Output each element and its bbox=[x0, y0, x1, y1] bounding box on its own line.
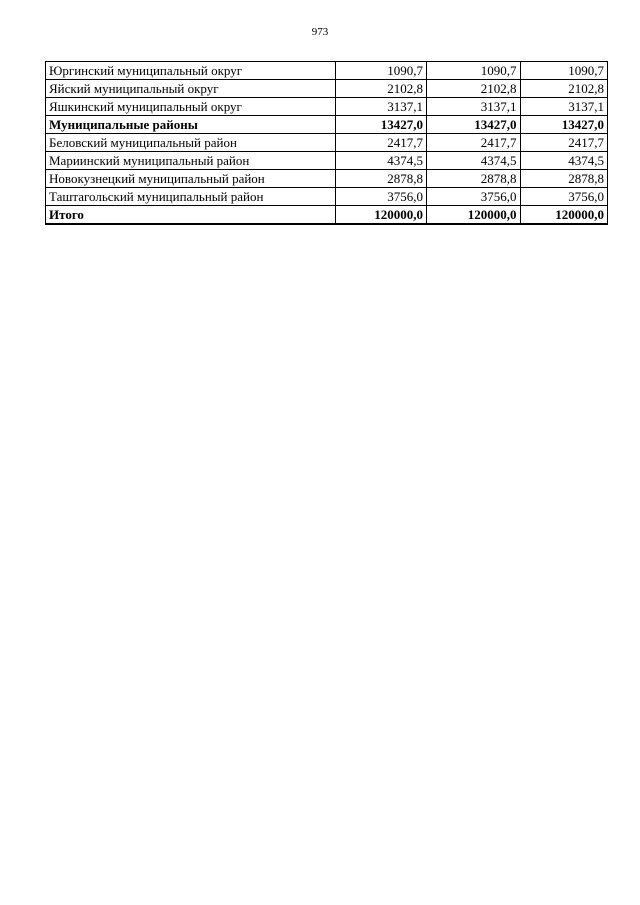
table-row bbox=[46, 152, 608, 170]
total-label-cell: Итого bbox=[46, 206, 336, 225]
budget-table bbox=[45, 61, 608, 225]
value-cell-1: 2417,7 bbox=[335, 134, 426, 152]
value-cell-3: 3137,1 bbox=[520, 98, 608, 116]
value-cell-2: 2417,7 bbox=[427, 134, 520, 152]
value-cell-3: 2102,8 bbox=[520, 80, 608, 98]
value-cell-1: 1090,7 bbox=[335, 62, 426, 80]
value-cell-3: 2878,8 bbox=[520, 170, 608, 188]
section-heading-cell: Муниципальные районы bbox=[46, 116, 336, 134]
row-name-cell: Мариинский муниципальный район bbox=[46, 152, 336, 170]
value-cell-3: 2417,7 bbox=[520, 134, 608, 152]
value-cell-1: 2102,8 bbox=[335, 80, 426, 98]
row-name-cell: Яшкинский муниципальный округ bbox=[46, 98, 336, 116]
value-cell-1: 4374,5 bbox=[335, 152, 426, 170]
value-cell-3: 1090,7 bbox=[520, 62, 608, 80]
subtotal-row bbox=[46, 116, 608, 134]
value-cell-2: 2878,8 bbox=[427, 170, 520, 188]
row-name-cell: Беловский муниципальный район bbox=[46, 134, 336, 152]
row-name-cell: Новокузнецкий муниципальный район bbox=[46, 170, 336, 188]
value-cell-3: 4374,5 bbox=[520, 152, 608, 170]
value-cell-2: 2102,8 bbox=[427, 80, 520, 98]
value-cell-3: 13427,0 bbox=[520, 116, 608, 134]
table-row bbox=[46, 170, 608, 188]
value-cell-1: 2878,8 bbox=[335, 170, 426, 188]
table-row bbox=[46, 80, 608, 98]
table-row bbox=[46, 188, 608, 206]
value-cell-3: 3756,0 bbox=[520, 188, 608, 206]
value-cell-1: 13427,0 bbox=[335, 116, 426, 134]
page-number: 973 bbox=[311, 26, 329, 38]
value-cell-2: 13427,0 bbox=[427, 116, 520, 134]
table-row bbox=[46, 98, 608, 116]
value-cell-2: 3756,0 bbox=[427, 188, 520, 206]
value-cell-2: 3137,1 bbox=[427, 98, 520, 116]
total-row bbox=[46, 206, 608, 225]
row-name-cell: Юргинский муниципальный округ bbox=[46, 62, 336, 80]
table-row bbox=[46, 134, 608, 152]
value-cell-1: 3137,1 bbox=[335, 98, 426, 116]
value-cell-1: 120000,0 bbox=[335, 206, 426, 225]
value-cell-2: 4374,5 bbox=[427, 152, 520, 170]
value-cell-2: 1090,7 bbox=[427, 62, 520, 80]
value-cell-1: 3756,0 bbox=[335, 188, 426, 206]
value-cell-2: 120000,0 bbox=[427, 206, 520, 225]
row-name-cell: Таштагольский муниципальный район bbox=[46, 188, 336, 206]
value-cell-3: 120000,0 bbox=[520, 206, 608, 225]
row-name-cell: Яйский муниципальный округ bbox=[46, 80, 336, 98]
table-row bbox=[46, 62, 608, 80]
